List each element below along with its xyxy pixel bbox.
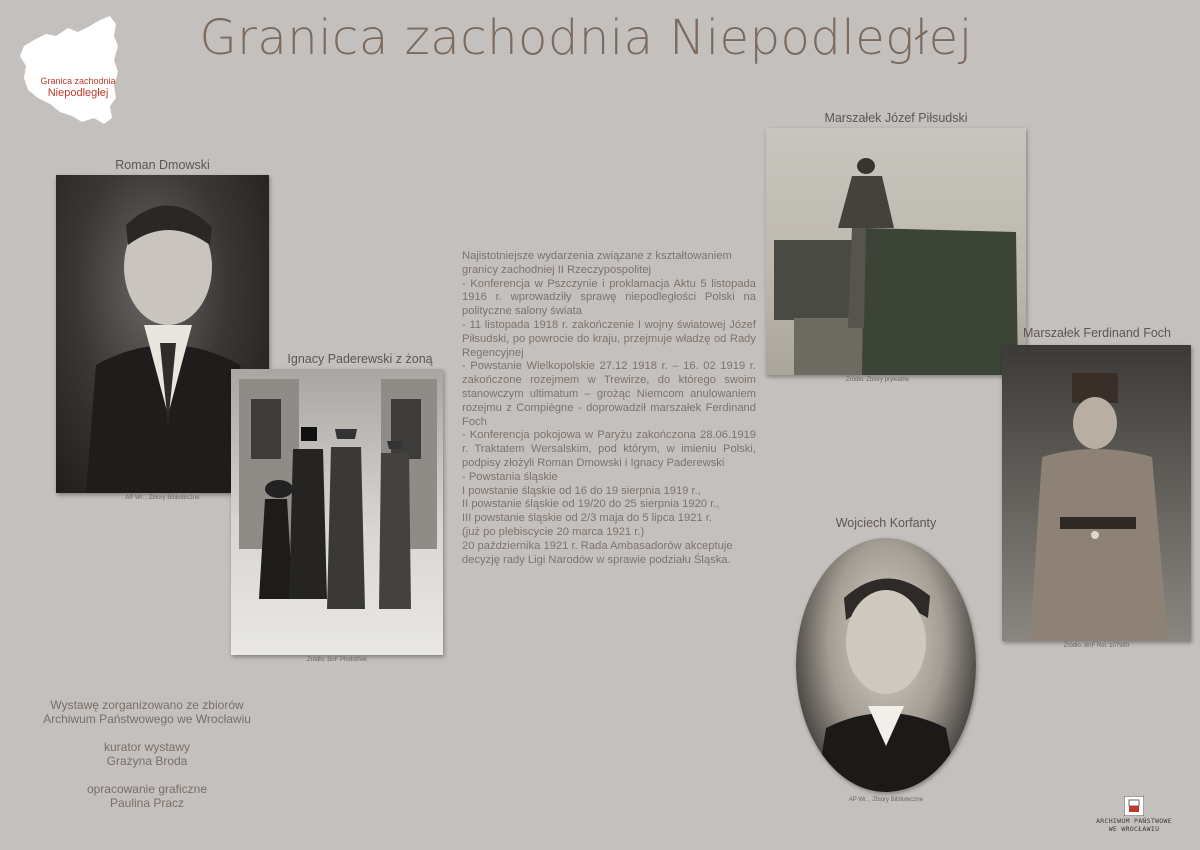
photo-korfanty — [796, 538, 976, 792]
source-dmowski: AP Wr. , Zbiory Biblioteczne — [125, 495, 200, 501]
source-pilsudski: Źródło: Zbiory prywatne — [846, 377, 910, 383]
photo-foch — [1002, 345, 1191, 641]
curator-name: Grażyna Broda — [106, 754, 188, 768]
photo-pilsudski — [766, 128, 1026, 375]
logo-line1: Granica zachodnia — [40, 76, 116, 86]
source-paderewski: Źródło: BnF Photothek — [306, 657, 368, 663]
source-korfanty: AP Wr. , Zbiory Biblioteczne — [848, 797, 924, 803]
page-title: Granica zachodnia Niepodległej — [199, 10, 973, 66]
events-intro: Najistotniejsze wydarzenia związane z kształtowaniem granicy zachodniej II Rzeczypospolitej — [462, 250, 732, 276]
credits-line1: Wystawę zorganizowano ze zbiorów — [50, 698, 244, 712]
caption-dmowski: Roman Dmowski — [115, 158, 210, 172]
caption-pilsudski: Marszałek Józef Piłsudski — [824, 111, 968, 125]
caption-paderewski: Ignacy Paderewski z żoną — [287, 352, 433, 366]
design-name: Paulina Pracz — [109, 796, 185, 810]
credits-line2: Archiwum Państwowego we Wrocławiu — [43, 712, 251, 726]
archive-logo-icon — [1124, 796, 1144, 816]
curator-label: kurator wystawy — [103, 740, 191, 754]
caption-korfanty: Wojciech Korfanty — [835, 516, 937, 530]
event-item: - Powstania śląskie — [462, 470, 558, 483]
archive-name — [1076, 818, 1192, 833]
event-item: I powstanie śląskie od 16 do 19 sierpnia 1919 r., — [462, 484, 701, 497]
event-item: - Konferencja pokojowa w Paryżu zakończona 28.06.1919 r. Traktatem Wersalskim, pod którym, w imieniu Polski, podpisy złożyli Roman Dmowski i Ignacy Paderewski — [462, 429, 756, 469]
event-item: II powstanie śląskie od 19/20 do 25 sierpnia 1920 r., — [462, 498, 720, 511]
credits — [20, 698, 274, 810]
events-text — [462, 250, 756, 567]
logo-line2: Niepodległej — [47, 87, 109, 99]
source-foch: Źródło: BnF Rol. 107980 — [1063, 643, 1130, 649]
archive-line2: WE WROCŁAWIU — [1108, 824, 1160, 833]
event-item: - Powstanie Wielkopolskie 27.12 1918 r. – 16. 02 1919 r. zakończone rozejmem w Trewirze, do którego swoim stanowczym ultimatum – grożąc Niemcom anulowaniem rozejmu z Compiègne - doprowadził marszałek Ferdinand Foch — [462, 360, 756, 428]
event-item: (już po plebiscycie 20 marca 1921 r.) — [462, 525, 645, 538]
photo-paderewski — [231, 369, 443, 655]
event-item: - Konferencja w Pszczynie i proklamacja Aktu 5 listopada 1916 r. wprowadziły sprawę niepodległości Polski na polityczne salony świata — [462, 277, 756, 318]
archive-line1: ARCHIWUM PAŃSTWOWE — [1096, 817, 1172, 825]
event-item: 20 października 1921 r. Rada Ambasadorów akceptuje decyzję rady Ligi Narodów w sprawie podziału Śląska. — [462, 539, 733, 566]
event-item: III powstanie śląskie od 2/3 maja do 5 lipca 1921 r. — [462, 512, 713, 525]
design-label: opracowanie graficzne — [86, 782, 208, 796]
event-item: - 11 listopada 1918 r. zakończenie I wojny światowej Józef Piłsudski, po powrocie do kraju, przejmuje władzę od Rady Regencyjnej — [462, 318, 756, 359]
caption-foch: Marszałek Ferdinand Foch — [1023, 326, 1171, 340]
